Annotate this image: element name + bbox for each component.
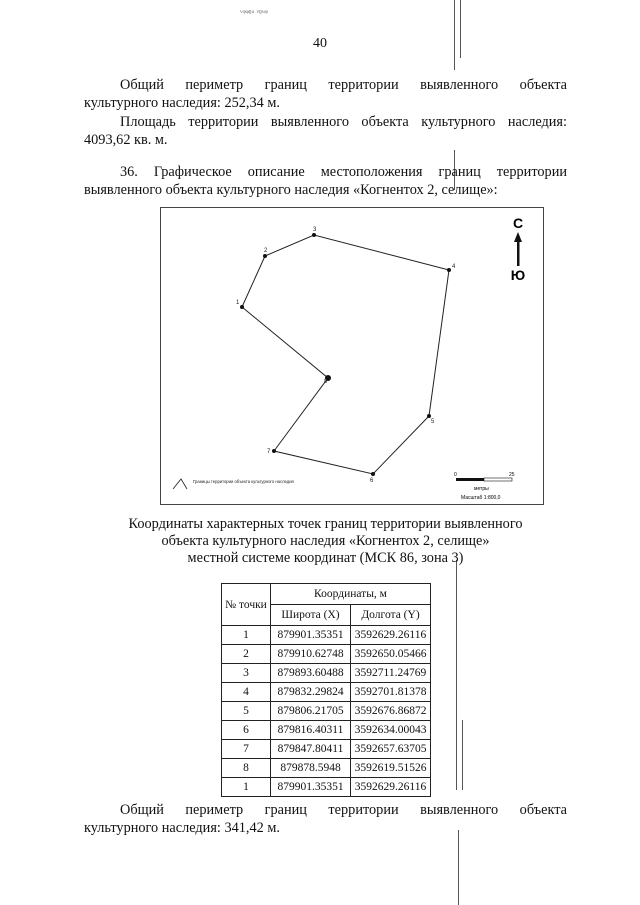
- coordinates-table: [221, 583, 431, 797]
- table-row: [222, 740, 431, 759]
- vertex-label-8: 8: [324, 379, 328, 385]
- table-row: [222, 645, 431, 664]
- perimeter-paragraph-2-cont: [84, 819, 567, 837]
- vertex-label-4: 4: [452, 264, 456, 270]
- cell-latitude: 879901.35351: [271, 626, 351, 645]
- scale-ratio-label: Масштаб 1:800,0: [461, 495, 501, 501]
- header-latitude: Широта (X): [271, 605, 351, 626]
- compass-north-label: С: [512, 215, 524, 231]
- scale-zero-label: 0: [454, 472, 457, 478]
- vertex-2: [263, 254, 267, 258]
- vertex-label-1: 1: [236, 300, 240, 306]
- scale-unit-label: метры: [474, 486, 489, 492]
- legend-text: Границы территории объекта культурного наследия: [193, 479, 294, 484]
- table-row: [222, 664, 431, 683]
- vertex-label-5: 5: [431, 419, 435, 425]
- cell-latitude: 879901.35351: [271, 778, 351, 797]
- boundary-polygon: [242, 235, 449, 474]
- perimeter-text-1b: культурного наследия: 252,34 м.: [84, 95, 280, 111]
- header-coordinates: Координаты, м: [271, 584, 431, 605]
- table-row: [222, 683, 431, 702]
- vertex-label-3: 3: [313, 227, 317, 233]
- header-point-number: № точки: [222, 584, 271, 626]
- scan-line: [456, 560, 457, 790]
- section-36-paragraph-cont: [84, 181, 567, 199]
- cell-latitude: 879806.21705: [271, 702, 351, 721]
- vertex-3: [312, 233, 316, 237]
- vertex-1: [240, 305, 244, 309]
- scan-noise-marks: ᵥᵩᵩᵨᵤ ᵥᵨᵤᵩ: [240, 4, 268, 14]
- table-row: [222, 702, 431, 721]
- perimeter-text-1a: Общий периметр границ территории выявленного объекта: [120, 77, 567, 93]
- cell-point: 7: [222, 740, 271, 759]
- cell-point: 5: [222, 702, 271, 721]
- cell-point: 1: [222, 626, 271, 645]
- cell-longitude: 3592619.51526: [351, 759, 431, 778]
- vertex-label-2: 2: [264, 248, 268, 254]
- section-36-paragraph: [84, 163, 567, 181]
- scan-line: [462, 720, 463, 790]
- cell-latitude: 879910.62748: [271, 645, 351, 664]
- north-arrow-icon: [511, 215, 525, 283]
- perimeter-paragraph-1: [84, 76, 567, 94]
- vertex-6: [371, 472, 375, 476]
- boundary-map-svg: [161, 208, 543, 504]
- section-36-text-b: выявленного объекта культурного наследия «Когнентох 2, селище»:: [84, 182, 498, 198]
- cell-latitude: 879816.40311: [271, 721, 351, 740]
- cell-longitude: 3592676.86872: [351, 702, 431, 721]
- table-row: [222, 778, 431, 797]
- vertex-4: [447, 268, 451, 272]
- scale-end-label: 25: [509, 472, 515, 478]
- page-number: 40: [313, 36, 327, 51]
- cell-longitude: 3592629.26116: [351, 626, 431, 645]
- table-row: [222, 759, 431, 778]
- cell-longitude: 3592701.81378: [351, 683, 431, 702]
- cell-latitude: 879847.80411: [271, 740, 351, 759]
- map-legend: [173, 479, 294, 489]
- cell-longitude: 3592634.00043: [351, 721, 431, 740]
- perimeter-text-2b: культурного наследия: 341,42 м.: [84, 820, 280, 836]
- cell-point: 8: [222, 759, 271, 778]
- table-caption-line-2: объекта культурного наследия «Когнентох 2, селище»: [161, 533, 490, 549]
- scan-line: [458, 830, 459, 905]
- cell-latitude: 879832.29824: [271, 683, 351, 702]
- perimeter-text-2a: Общий периметр границ территории выявленного объекта: [120, 802, 567, 818]
- perimeter-paragraph-1-cont: [84, 94, 567, 112]
- section-36-text-a: 36. Графическое описание местоположения границ территории: [120, 164, 567, 180]
- cell-point: 2: [222, 645, 271, 664]
- cell-longitude: 3592657.63705: [351, 740, 431, 759]
- header-longitude: Долгота (Y): [351, 605, 431, 626]
- vertex-label-6: 6: [370, 478, 374, 484]
- cell-longitude: 3592629.26116: [351, 778, 431, 797]
- boundary-map: [160, 207, 544, 505]
- cell-point: 6: [222, 721, 271, 740]
- scale-bar: [454, 472, 515, 501]
- vertex-7: [272, 449, 276, 453]
- table-row: [222, 721, 431, 740]
- area-paragraph: [84, 113, 567, 131]
- cell-latitude: 879893.60488: [271, 664, 351, 683]
- table-caption-line-1: Координаты характерных точек границ территории выявленного: [128, 516, 523, 532]
- cell-latitude: 879878.5948: [271, 759, 351, 778]
- area-text-a: Площадь территории выявленного объекта культурного наследия:: [120, 114, 567, 130]
- scan-line: [454, 0, 455, 70]
- boundary-vertices: [240, 233, 451, 476]
- table-caption-line-3: местной системе координат (МСК 86, зона 3): [187, 550, 464, 566]
- table-row: [222, 626, 431, 645]
- area-text-b: 4093,62 кв. м.: [84, 132, 168, 148]
- cell-point: 4: [222, 683, 271, 702]
- perimeter-paragraph-2: [84, 801, 567, 819]
- cell-point: 1: [222, 778, 271, 797]
- cell-longitude: 3592711.24769: [351, 664, 431, 683]
- cell-longitude: 3592650.05466: [351, 645, 431, 664]
- vertex-5: [427, 414, 431, 418]
- area-paragraph-cont: [84, 131, 567, 149]
- compass-south-label: Ю: [510, 267, 526, 283]
- vertex-label-7: 7: [267, 449, 271, 455]
- cell-point: 3: [222, 664, 271, 683]
